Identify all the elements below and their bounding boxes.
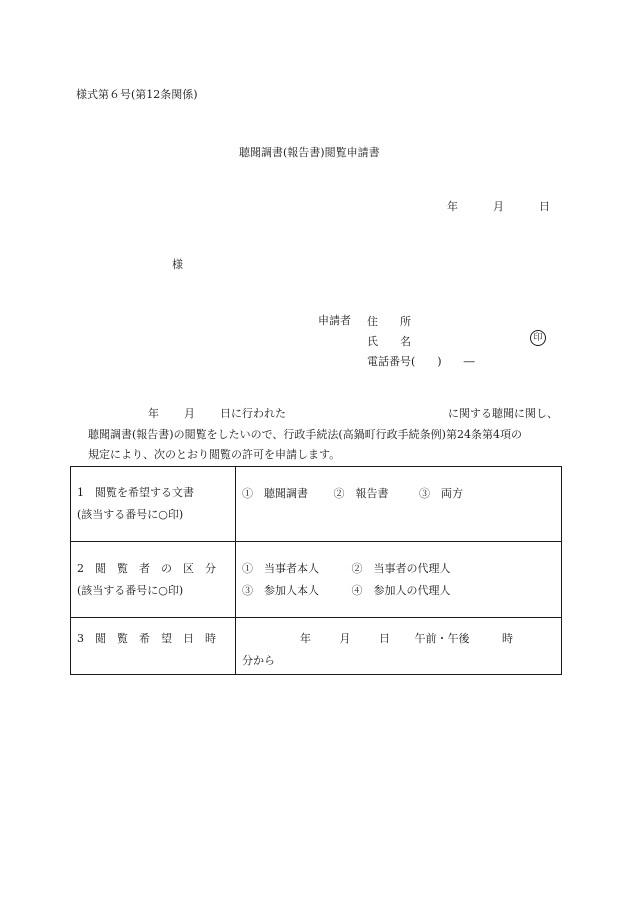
row-3-datetime-cell (236, 618, 562, 675)
row-3-label-cell (71, 618, 236, 675)
option-report[interactable]: ② 報告書 (333, 487, 389, 500)
option-hearing-record[interactable]: ① 聴聞調書 (242, 487, 308, 500)
datetime-minute: 分から (242, 654, 275, 667)
phone-label: 電話番号( ) ― (367, 355, 475, 368)
datetime-year: 年 (300, 632, 311, 645)
address-label: 住 所 (367, 315, 411, 328)
table-row (71, 467, 562, 542)
document-title: 聴聞調書(報告書)閲覧申請書 (239, 146, 380, 159)
option-party-agent[interactable]: ② 当事者の代理人 (351, 561, 451, 575)
row-1-options-cell (236, 467, 562, 542)
applicant-label: 申請者 (318, 314, 351, 327)
row-1-label: 1 閲覧を希望する文書 (77, 486, 194, 499)
form-number: 様式第６号(第12条関係) (76, 88, 198, 101)
row-2-options-cell (236, 542, 562, 618)
row-1-sublabel: (該当する番号に○印) (77, 508, 184, 521)
addressee-honorific: 様 (172, 258, 183, 271)
datetime-month: 月 (339, 632, 351, 645)
submission-date (447, 198, 550, 214)
intro-day-held: 日に行われた (220, 407, 286, 420)
seal-mark: 印 (530, 330, 546, 346)
row-1-label-cell (71, 467, 236, 542)
name-label: 氏 名 (367, 335, 411, 348)
row-3-label: 3 閲 覧 希 望 日 時 (77, 632, 216, 645)
datetime-hour: 時 (502, 632, 513, 645)
row-2-sublabel: (該当する番号に○印) (77, 583, 184, 597)
row-2-label: 2 閲 覧 者 の 区 分 (77, 561, 216, 575)
row-2-label-cell (71, 542, 236, 618)
intro-line-3: 規定により、次のとおり閲覧の許可を申請します。 (88, 448, 341, 461)
datetime-day: 日 (379, 632, 390, 645)
applicant-block (367, 312, 475, 372)
date-month: 月 (493, 200, 504, 213)
datetime-ampm: 午前・午後 (414, 632, 470, 645)
request-table (70, 466, 562, 675)
intro-hearing-tail: に関する聴聞に関し、 (448, 407, 558, 420)
option-both[interactable]: ③ 両方 (419, 487, 463, 500)
option-party-self[interactable]: ① 当事者本人 (242, 561, 319, 575)
option-participant-self[interactable]: ③ 参加人本人 (242, 583, 319, 597)
intro-line-2: 聴聞調書(報告書)の閲覧をしたいので、行政手続法(高鍋町行政手続条例)第24条第4項の (88, 428, 522, 441)
table-row (71, 542, 562, 618)
intro-month: 月 (184, 407, 195, 420)
table-row (71, 618, 562, 675)
date-day: 日 (539, 200, 550, 213)
intro-year: 年 (148, 407, 159, 420)
option-participant-agent[interactable]: ④ 参加人の代理人 (351, 583, 451, 597)
date-year: 年 (447, 200, 458, 213)
